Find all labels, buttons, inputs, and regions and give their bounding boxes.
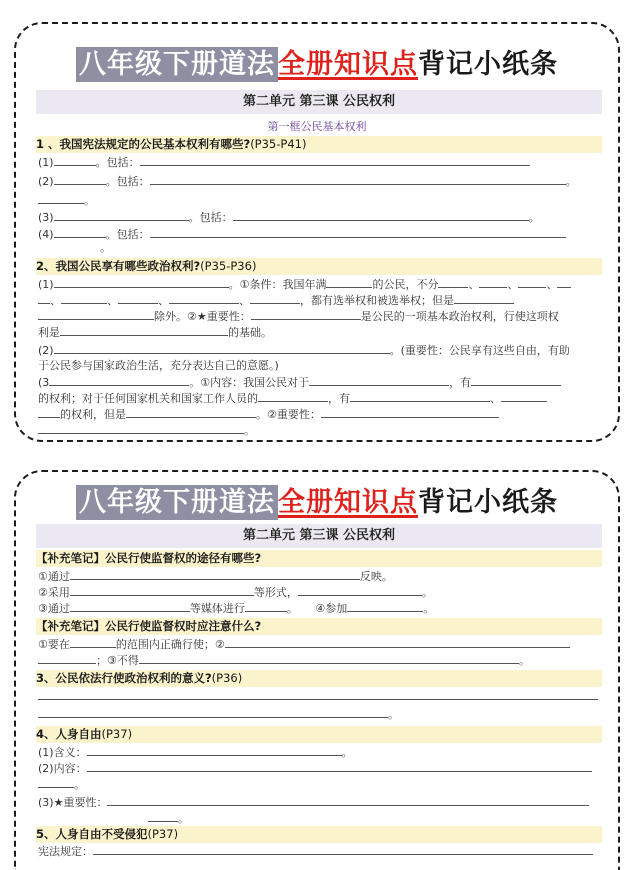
question-text: 1 、我国宪法规定的公民基本权利有哪些?: [36, 137, 251, 151]
card-title: [16, 480, 618, 519]
note-card-2: [14, 470, 620, 870]
answer-line: 。: [38, 422, 255, 438]
answer-line: [38, 688, 598, 704]
answer-line: 利是 的基础。: [38, 326, 272, 339]
answer-line: ①通过 反映。: [38, 570, 393, 583]
answer-line: 。: [38, 776, 85, 792]
supplement-note-1: [36, 550, 602, 567]
answer-line: (3)★重要性：: [38, 794, 589, 810]
question-text: 4、人身自由: [36, 727, 102, 741]
title-rest: 背记小纸条: [418, 487, 558, 518]
page-ref: (P37): [147, 827, 179, 841]
answer-line: 。: [38, 706, 399, 722]
answer-line: ；③不得 。: [38, 652, 530, 668]
title-grade: 八年级下册道法: [76, 47, 278, 82]
question-text: 5、人身自由不受侵犯: [36, 827, 148, 841]
answer-line: (3) 。包括： 。: [38, 211, 540, 224]
answer-line: 的权利，但是 。②重要性：: [38, 406, 499, 422]
answer-line: (2) 。(重要性：公民享有这些自由，有助: [38, 344, 570, 357]
supplement-note-2: [36, 618, 602, 635]
answer-line: 的权利；对于任何国家机关和国家工作人员的 ，有 、: [38, 390, 547, 406]
answer-line: 宪法规定：: [38, 843, 593, 859]
answer-line: 除外。②★重要性： 是公民的一项基本政治权利，行使这项权: [38, 308, 559, 324]
question-3: [36, 670, 602, 687]
page-ref: (P36): [211, 671, 243, 685]
question-4: [36, 726, 602, 743]
title-highlight: 全册知识点: [278, 487, 418, 518]
question-text: 3、公民依法行使政治权利的意义?: [36, 671, 212, 685]
answer-line: 。: [38, 810, 189, 826]
answer-line: (1) 。包括：: [38, 154, 530, 170]
answer-line: ③通过 等媒体进行 。 ④参加 。: [38, 602, 435, 615]
answer-line: 。: [38, 192, 95, 208]
page-ref: (P37): [101, 727, 133, 741]
title-rest: 背记小纸条: [418, 49, 558, 80]
answer-line: ②采用 等形式， 。: [38, 586, 433, 599]
answer-line: 于公民参与国家政治生活，充分表达自己的意愿。): [38, 359, 279, 372]
answer-line: (3 。①内容：我国公民对于 ，有: [38, 374, 561, 390]
page-ref: (P35-P41): [250, 137, 307, 151]
title-grade: 八年级下册道法: [76, 485, 278, 520]
answer-line: 。: [100, 241, 111, 254]
answer-line: 、 、 、 、 ，都有选举权和被选举权；但是: [38, 292, 514, 308]
unit-heading: 第二单元 第三课 公民权利: [36, 524, 602, 548]
question-text: 2、我国公民享有哪些政治权利?: [36, 259, 201, 273]
answer-line: (2)内容：: [38, 760, 592, 776]
page-ref: (P35-P36): [200, 259, 257, 273]
question-5: [36, 826, 602, 843]
answer-line: (1) 。①条件：我国年满 的公民，不分 、 、 、: [38, 276, 571, 292]
unit-heading: 第二单元 第三课 公民权利: [36, 90, 602, 114]
question-text: 【补充笔记】公民行使监督权时应注意什么?: [36, 619, 262, 633]
section-heading: 第一框公民基本权利: [267, 120, 367, 133]
card-title: [16, 42, 618, 81]
note-card-1: [14, 22, 620, 442]
answer-line: (1)含义： 。: [38, 746, 353, 759]
answer-line: (4) 。包括：: [38, 226, 566, 242]
question-text: 【补充笔记】公民行使监督权的途径有哪些?: [36, 551, 262, 565]
answer-line: ①要在 的范围内正确行使；②: [38, 636, 570, 652]
question-2: [36, 258, 602, 275]
answer-line: (2) 。包括： 。: [38, 175, 577, 188]
title-highlight: 全册知识点: [278, 49, 418, 80]
question-1: [36, 136, 602, 153]
